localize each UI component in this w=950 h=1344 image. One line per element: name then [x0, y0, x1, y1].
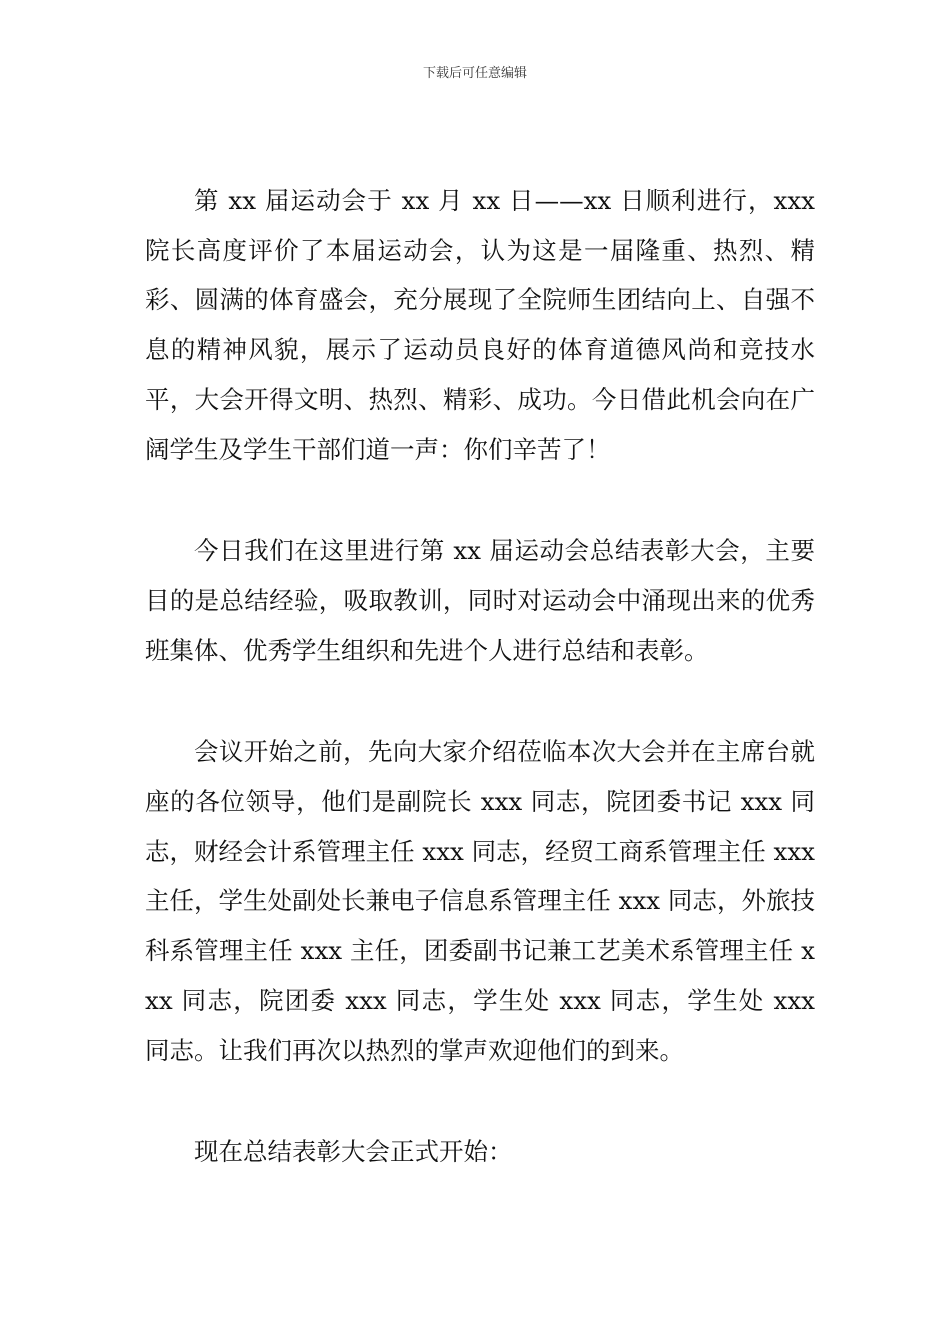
paragraph-2: 今日我们在这里进行第 xx 届运动会总结表彰大会，主要目的是总结经验，吸取教训，同时对运动会中涌现出来的优秀班集体、优秀学生组织和先进个人进行总结和表彰。: [145, 536, 815, 665]
paragraph-1: 第 xx 届运动会于 xx 月 xx 日——xx 日顺利进行，xxx 院长高度评价了本届运动会，认为这是一届隆重、热烈、精彩、圆满的体育盛会，充分展现了全院师生团结向上、自强不息的精神风貌，展示了运动员良好的体育道德风尚和竞技水平，大会开得文明、热烈、精彩、成功。今日借此机会向在广阔学生及学生干部们道一声：你们辛苦了！: [145, 186, 815, 464]
document-body: [145, 176, 815, 1177]
page-header: 下载后可任意编辑: [422, 66, 527, 81]
paragraph-4: 现在总结表彰大会正式开始：: [194, 1137, 513, 1167]
paragraph-3: 会议开始之前，先向大家介绍莅临本次大会并在主席台就座的各位领导，他们是副院长 xxx 同志，院团委书记 xxx 同志，财经会计系管理主任 xxx 同志，经贸工商系管理主任 xxx 主任，学生处副处长兼电子信息系管理主任 xxx 同志，外旅技科系管理主任 xxx 主任，团委副书记兼工艺美术系管理主任 xxx 同志，院团委 xxx 同志，学生处 xxx 同志，学生处 xxx 同志。让我们再次以热烈的掌声欢迎他们的到来。: [145, 737, 815, 1065]
